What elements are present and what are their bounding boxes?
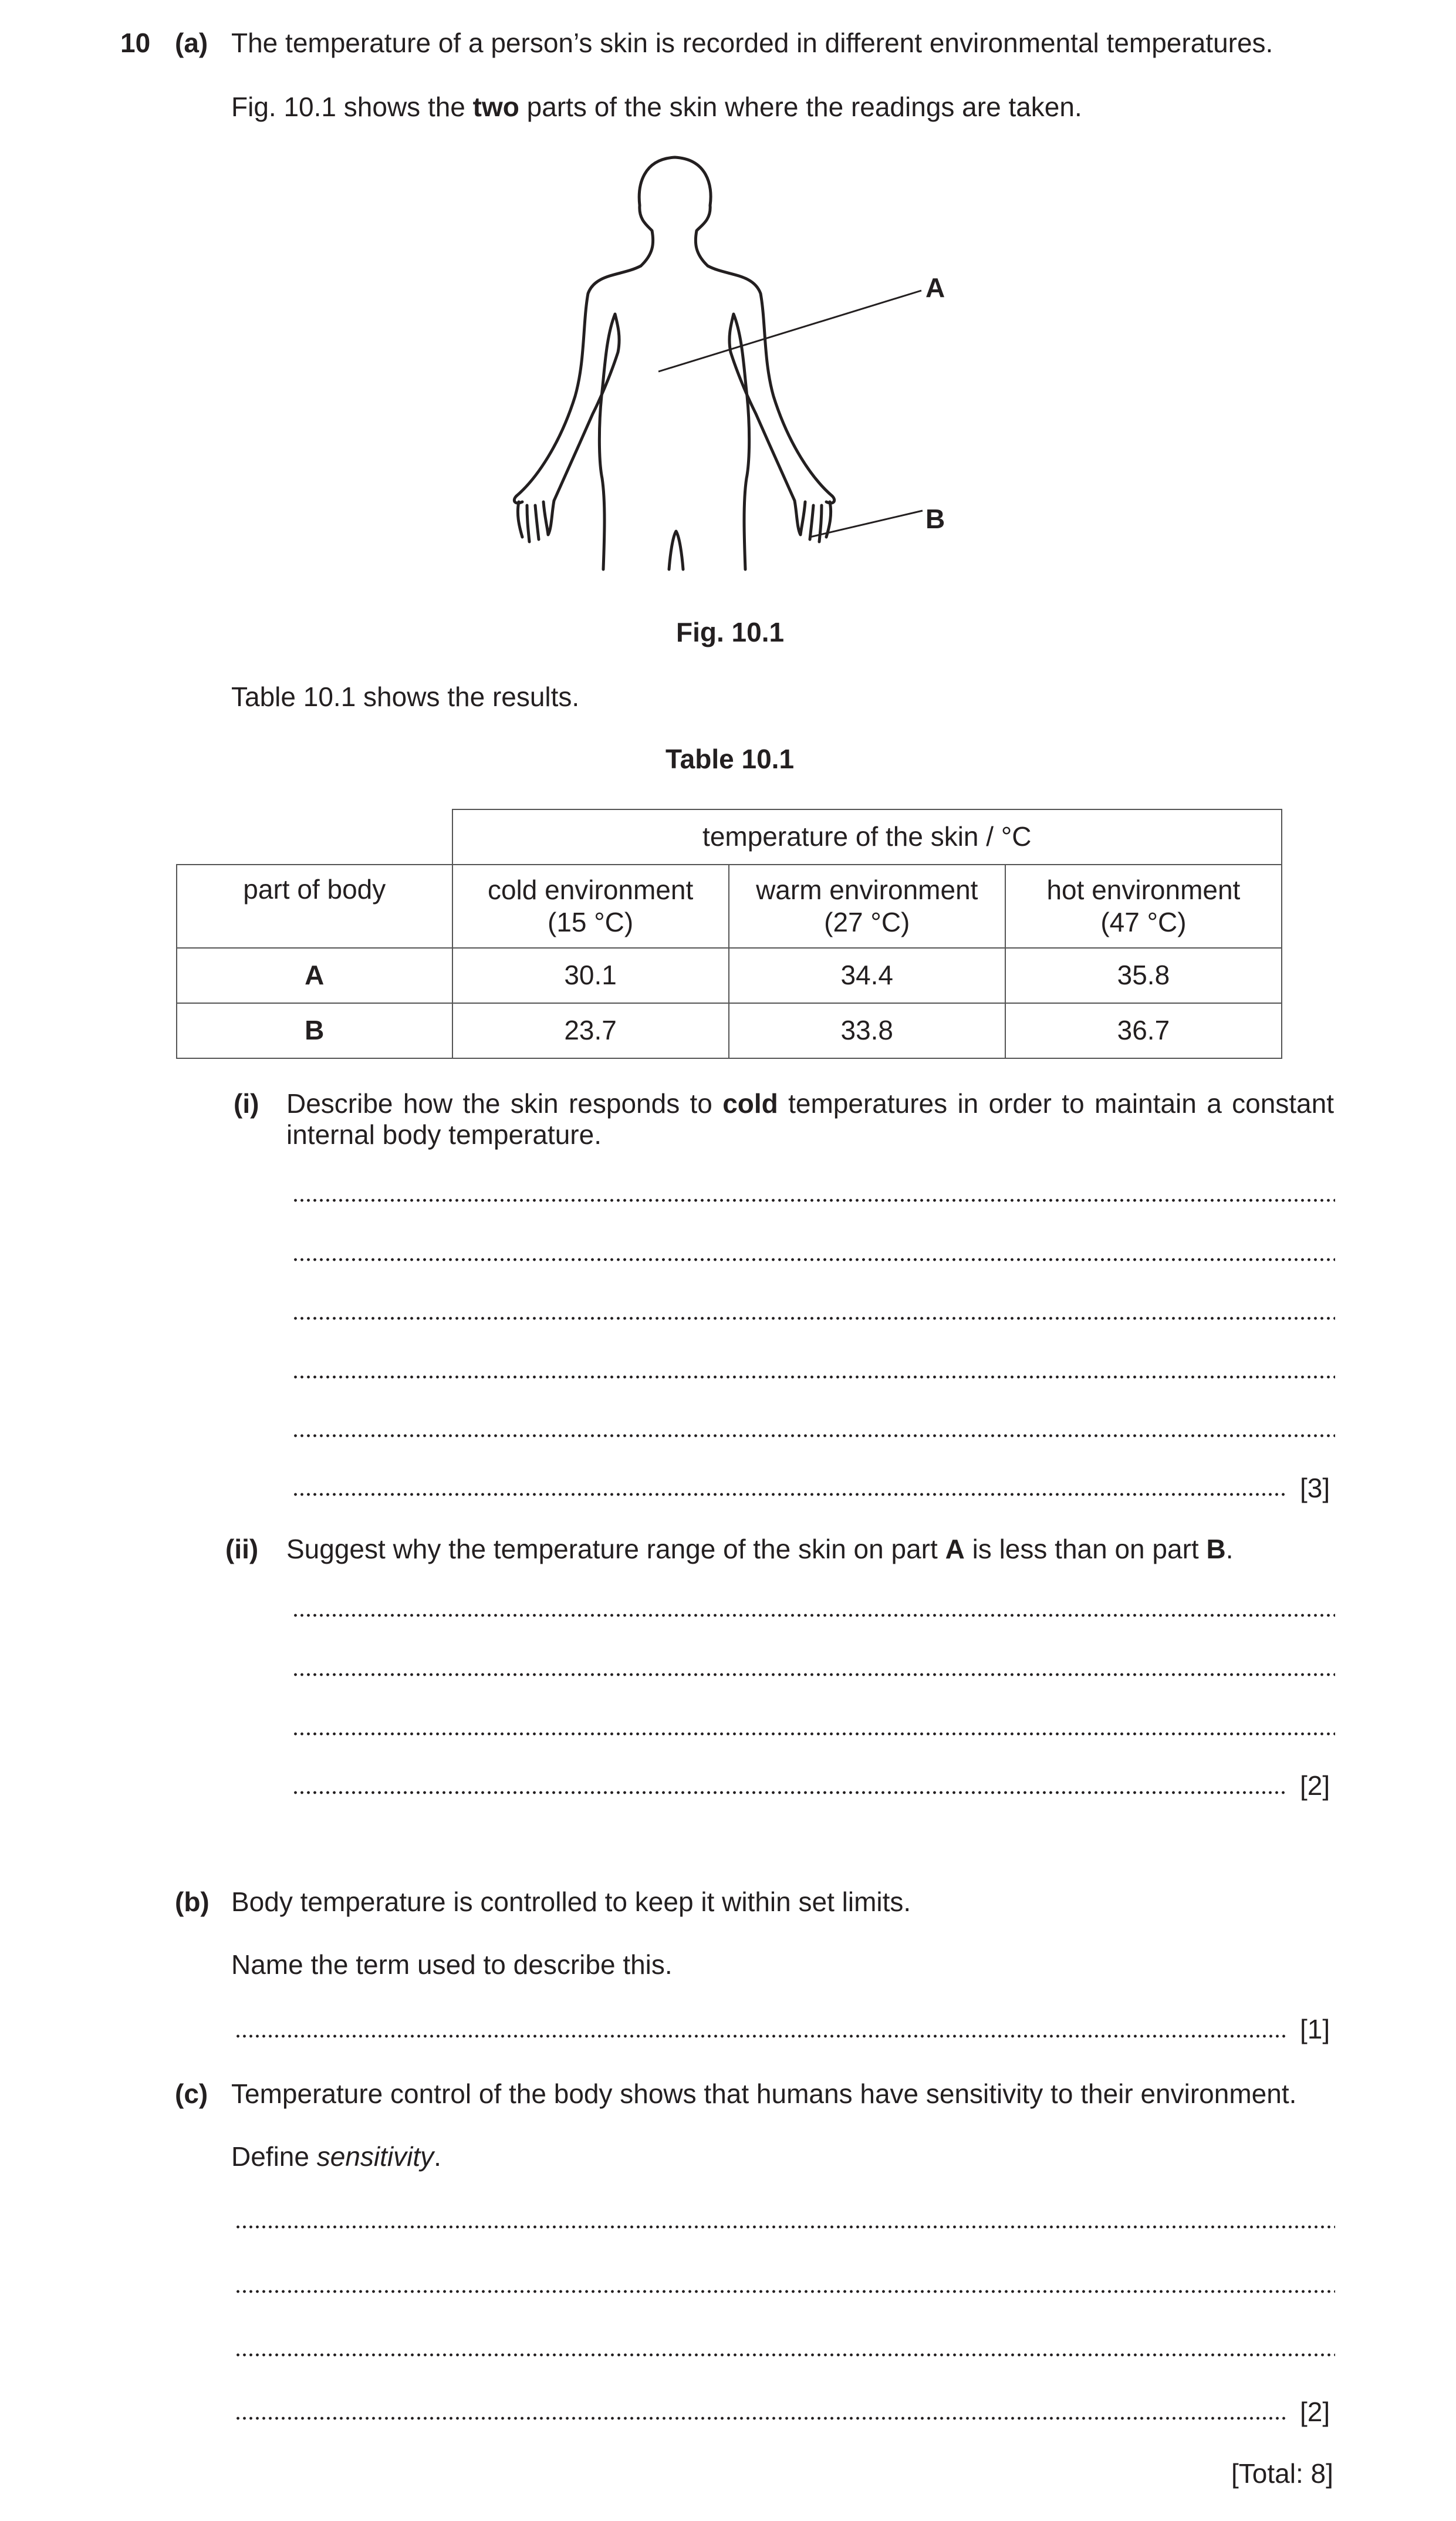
part-a-label: (a) [175,28,208,58]
answer-line[interactable] [292,1672,1335,1677]
table-cell: 36.7 [1005,1003,1282,1058]
answer-line[interactable] [235,2416,1288,2421]
table-column-header: cold environment (15 °C) [452,865,729,948]
answer-line[interactable] [235,2353,1335,2357]
part-b-label: (b) [175,1886,210,1917]
results-table [176,809,1282,1059]
answer-line[interactable] [235,2289,1335,2294]
table-column-header: warm environment (27 °C) [729,865,1005,948]
part-c-line1: Temperature control of the body shows that humans have sensitivity to their environment. [231,2078,1297,2109]
table-cell-part: A [177,948,452,1003]
body-outline-figure [505,150,951,584]
sub-question-i-line2: internal body temperature. [286,1119,602,1150]
sub-question-i-line1: Describe how the skin responds to cold temperatures in order to maintain a constant [286,1088,1334,1119]
part-a-intro: The temperature of a person’s skin is recorded in different environmental temperatures. [231,28,1273,58]
table-caption: Table 10.1 [665,744,795,774]
answer-line[interactable] [292,1492,1288,1497]
table-empty-corner [177,809,452,865]
figure-label-b: B [925,504,945,534]
part-c-line2: Define sensitivity. [231,2141,441,2172]
answer-line[interactable] [292,1613,1335,1618]
answer-line[interactable] [292,1316,1335,1321]
answer-line[interactable] [292,1198,1335,1203]
table-cell: 35.8 [1005,948,1282,1003]
marks-b: [1] [1300,2014,1330,2044]
answer-line[interactable] [292,1257,1335,1262]
table-group-header: temperature of the skin / °C [452,809,1282,865]
answer-line[interactable] [292,1433,1335,1438]
figure-label-a: A [925,272,945,303]
sub-question-ii-text: Suggest why the temperature range of the skin on part A is less than on part B. [286,1534,1234,1564]
answer-line[interactable] [235,2225,1335,2229]
leader-line-b [810,511,923,537]
sub-question-i-label: (i) [234,1088,259,1119]
answer-line[interactable] [292,1375,1335,1379]
table-column-header: hot environment (47 °C) [1005,865,1282,948]
table-row-header: part of body [177,865,452,948]
figure-reference: Fig. 10.1 shows the two parts of the skin where the readings are taken. [231,92,1082,122]
answer-line[interactable] [235,2034,1288,2039]
part-c-label: (c) [175,2078,208,2109]
table-cell: 33.8 [729,1003,1005,1058]
table-cell: 34.4 [729,948,1005,1003]
total-marks: [Total: 8] [1231,2458,1333,2489]
leader-line-a [658,291,921,372]
part-b-line2: Name the term used to describe this. [231,1949,673,1980]
part-b-line1: Body temperature is controlled to keep it within set limits. [231,1886,911,1917]
table-row [177,1003,1282,1058]
answer-line[interactable] [292,1732,1335,1736]
marks-i: [3] [1300,1473,1330,1503]
table-row [177,948,1282,1003]
answer-line[interactable] [292,1790,1288,1795]
table-reference: Table 10.1 shows the results. [231,681,580,712]
marks-ii: [2] [1300,1770,1330,1801]
question-number: 10 [120,28,151,58]
table-cell: 23.7 [452,1003,729,1058]
marks-c: [2] [1300,2397,1330,2427]
table-cell: 30.1 [452,948,729,1003]
figure-caption: Fig. 10.1 [676,617,785,647]
table-cell-part: B [177,1003,452,1058]
sub-question-ii-label: (ii) [225,1534,259,1564]
